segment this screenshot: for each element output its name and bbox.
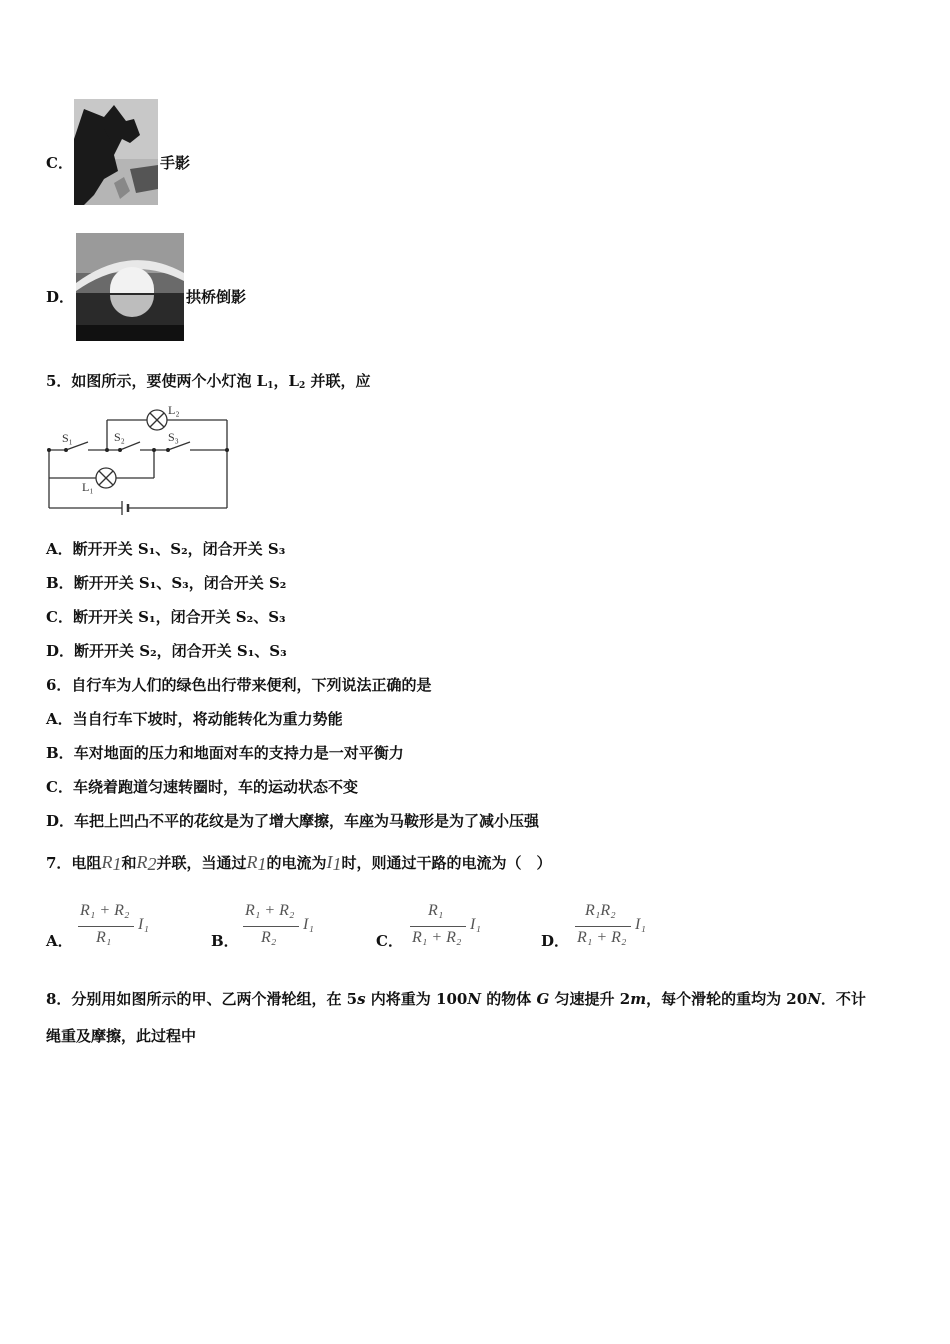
q7-option-d-formula: R₁R₂ R₁ + R₂ I₁ bbox=[577, 902, 646, 946]
q7-option-c-label: C． bbox=[376, 932, 403, 950]
q6-option-c: C．车绕着跑道匀速转圈时，车的运动状态不变 bbox=[46, 778, 358, 796]
q5-option-a: A．断开开关 S₁、S₂，闭合开关 S₃ bbox=[46, 540, 286, 558]
hand-shadow-photo bbox=[74, 99, 158, 205]
s1-label: S₁ bbox=[62, 431, 73, 445]
question-8-line2: 绳重及摩擦，此过程中 bbox=[46, 1027, 197, 1045]
question-7-stem: 7．电阻$R_1$和$R_2$并联，当通过$R_1$的电流为$I_1$时，则通过干路的电流为（ ） bbox=[46, 852, 552, 874]
q6-option-b: B．车对地面的压力和地面对车的支持力是一对平衡力 bbox=[46, 744, 404, 762]
q7-option-d-label: D． bbox=[541, 932, 570, 950]
q7-option-c-formula: R₁ R₁ + R₂ I₁ bbox=[412, 902, 481, 946]
q7-option-a-label: A． bbox=[46, 932, 73, 950]
s2-label: S₂ bbox=[114, 430, 125, 444]
option-d-label: D． bbox=[46, 288, 75, 306]
option-d-text: 拱桥倒影 bbox=[186, 288, 247, 306]
q5-option-d: D．断开开关 S₂，闭合开关 S₁、S₃ bbox=[46, 642, 287, 660]
l1-label: L₁ bbox=[82, 480, 94, 494]
q5-option-b: B．断开开关 S₁、S₃，闭合开关 S₂ bbox=[46, 574, 287, 592]
s3-label: S₃ bbox=[168, 430, 179, 444]
l2-label: L₂ bbox=[168, 403, 180, 417]
q7-option-b-formula: R₁ + R₂ R₂ I₁ bbox=[245, 902, 314, 946]
q7-option-a-formula: R₁ + R₂ R₁ I₁ bbox=[80, 902, 149, 946]
arch-bridge-reflection-photo bbox=[76, 233, 184, 341]
option-c-label: C． bbox=[46, 154, 73, 172]
q5-option-c: C．断开开关 S₁，闭合开关 S₂、S₃ bbox=[46, 608, 286, 626]
circuit-diagram bbox=[44, 400, 234, 522]
q6-option-a: A．当自行车下坡时，将动能转化为重力势能 bbox=[46, 710, 343, 728]
question-8-stem: 8．分别用如图所示的甲、乙两个滑轮组，在 5s 内将重为 100N 的物体 G 匀速提升 2m，每个滑轮的重均为 20N．不计 bbox=[46, 990, 866, 1008]
q6-option-d: D．车把上凹凸不平的花纹是为了增大摩擦，车座为马鞍形是为了减小压强 bbox=[46, 812, 540, 830]
question-5-stem: 5．如图所示，要使两个小灯泡 $L_1$，$L_2$ 并联，应 bbox=[46, 372, 371, 391]
q7-option-b-label: B． bbox=[211, 932, 239, 950]
option-c-text: 手影 bbox=[160, 154, 191, 172]
question-6-stem: 6．自行车为人们的绿色出行带来便利，下列说法正确的是 bbox=[46, 676, 432, 694]
